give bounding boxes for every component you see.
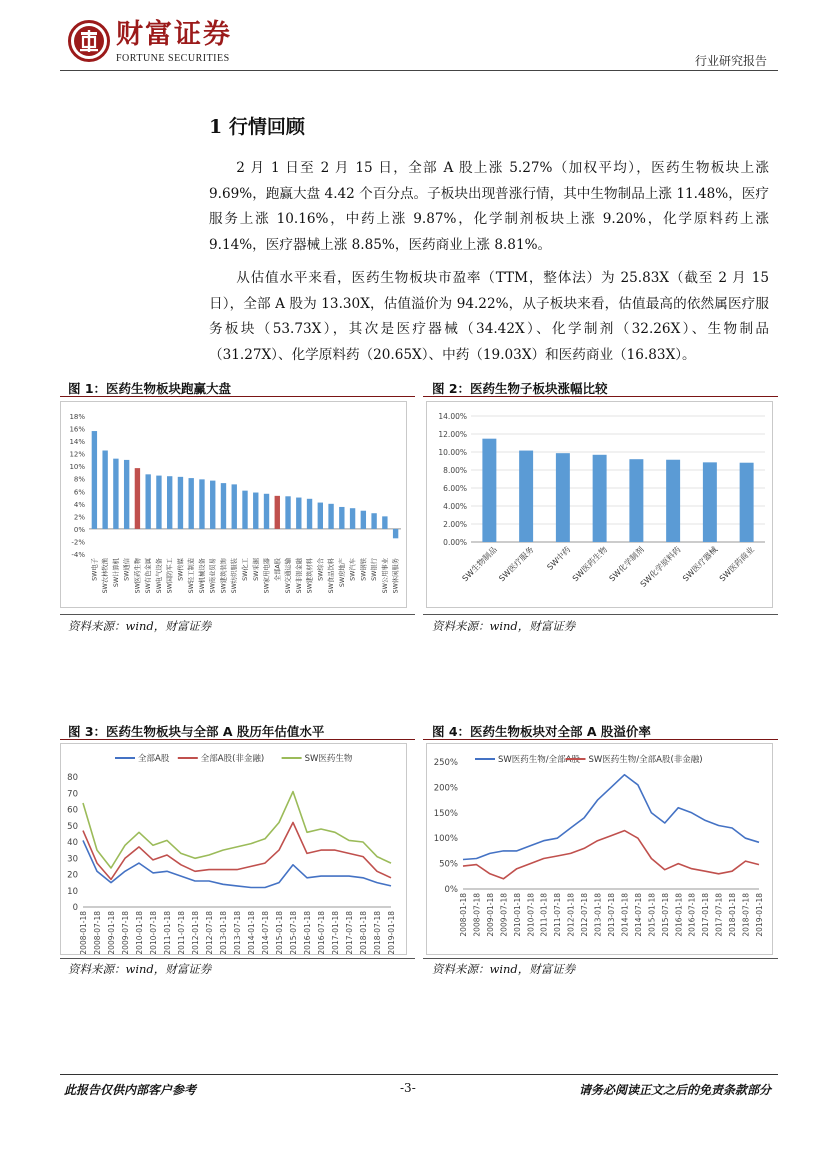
bar (102, 451, 107, 529)
x-tick-label: 2015-01-18 (647, 893, 657, 937)
x-category-label: SW汽车 (349, 558, 357, 581)
x-category-label: SW商业贸易 (209, 558, 217, 594)
bar (264, 494, 269, 529)
bar (156, 476, 161, 529)
bar (145, 474, 150, 529)
y-tick-label: 2.00% (443, 520, 467, 529)
x-tick-label: 2014-01-18 (247, 911, 256, 954)
x-tick-label: 2012-07-18 (580, 893, 590, 937)
x-tick-label: 2008-01-18 (459, 893, 468, 937)
y-tick-label: 80 (67, 773, 78, 783)
bar (318, 503, 323, 529)
y-tick-label: 70 (67, 789, 78, 800)
y-tick-label: 50% (439, 859, 458, 870)
legend-label: SW医药生物 (304, 754, 353, 764)
y-tick-label: 10 (67, 886, 78, 897)
bar (703, 462, 717, 542)
y-tick-label: 200% (433, 783, 458, 794)
x-tick-label: 2016-07-18 (687, 893, 697, 937)
figure-3-source-rule (60, 958, 415, 959)
figure-1-source: 资料来源：wind，财富证券 (68, 619, 212, 633)
page-number: -3- (400, 1081, 416, 1095)
figure-1-title-rule (60, 396, 415, 397)
body-paragraph: 2 月 1 日至 2 月 15 日，全部 A 股上涨 5.27%（加权平均），医药生物板块上涨 9.69%，跑赢大盘 4.42 个百分点。子板块出现普涨行情，其中生物制品上涨 11.48%，医疗服务上涨 10.16%，中药上涨 9.87%，化学制剂板块上涨 9.20%，化学原料药上涨 9.14%，医疗器械上涨 8.85%，医药商业上涨 8.81%。 (209, 160, 769, 253)
bar (296, 498, 301, 529)
x-tick-label: 2008-01-18 (79, 911, 88, 954)
x-tick-label: 2013-07-18 (233, 911, 242, 954)
x-category-label: SW医药生物 (570, 545, 610, 584)
y-tick-label: -2% (71, 538, 85, 547)
report-type-label: 行业研究报告 (694, 54, 767, 68)
bar (210, 481, 215, 529)
bar (113, 459, 118, 529)
figure-4-source: 资料来源：wind，财富证券 (432, 962, 576, 976)
x-category-label: SW休闲服务 (392, 558, 400, 594)
y-tick-label: 6% (73, 488, 85, 497)
x-category-label: SW有色金属 (145, 558, 153, 594)
x-tick-label: 2010-01-18 (135, 911, 144, 954)
x-category-label: SW房地产 (338, 558, 346, 588)
header-divider (60, 70, 778, 71)
bar (629, 459, 643, 542)
figure-4-source-rule (423, 958, 778, 959)
bar (92, 431, 97, 529)
y-tick-label: 12% (69, 450, 85, 459)
y-tick-label: 8.00% (443, 466, 467, 475)
x-tick-label: 2015-01-18 (275, 911, 284, 954)
bar (382, 516, 387, 529)
x-tick-label: 2017-07-18 (714, 893, 724, 937)
y-tick-label: 30 (67, 854, 78, 865)
y-tick-label: 14% (69, 438, 85, 447)
footer-disclaimer-right: 请务必阅读正文之后的免责条款部分 (578, 1083, 771, 1097)
footer-disclaimer-left: 此报告仅供内部客户参考 (64, 1083, 197, 1097)
x-category-label: SW食品饮料 (328, 558, 336, 594)
bar (221, 483, 226, 529)
x-tick-label: 2010-01-18 (512, 893, 522, 937)
bar (124, 460, 129, 529)
y-tick-label: 18% (69, 413, 85, 421)
y-tick-label: 16% (69, 425, 85, 434)
y-tick-label: 50 (67, 821, 78, 832)
series-line (463, 831, 759, 879)
bar (350, 508, 355, 529)
y-tick-label: 10% (69, 463, 85, 472)
x-tick-label: 2008-07-18 (472, 893, 482, 937)
y-tick-label: 40 (67, 838, 78, 848)
x-tick-label: 2013-07-18 (607, 893, 616, 937)
x-tick-label: 2015-07-18 (660, 893, 670, 937)
x-category-label: SW传媒 (177, 558, 185, 581)
figure-2-title: 图 2：医药生物子板块涨幅比较 (432, 381, 608, 396)
x-category-label: SW农林牧渔 (102, 558, 110, 594)
figure-2-chart (427, 402, 772, 607)
x-category-label: SW银行 (371, 558, 379, 581)
brand-name-cn: 财富证券 (116, 19, 232, 50)
brand-name-en: FORTUNE SECURITIES (116, 53, 230, 64)
x-category-label: SW电气设备 (155, 558, 163, 594)
x-category-label: SW化工 (242, 558, 249, 581)
bar (178, 477, 183, 529)
bar (482, 439, 496, 542)
x-category-label: SW医疗器械 (681, 545, 720, 584)
x-tick-label: 2011-01-18 (539, 893, 549, 937)
x-tick-label: 2018-01-18 (359, 911, 368, 954)
x-category-label: SW化学制剂 (607, 545, 646, 584)
y-tick-label: 250% (433, 758, 458, 768)
brand-logo-icon (68, 20, 110, 62)
y-tick-label: 150% (433, 808, 458, 819)
x-category-label: SW纺织服装 (231, 558, 239, 594)
figure-4-title: 图 4：医药生物板块对全部 A 股溢价率 (432, 724, 651, 739)
x-tick-label: 2009-07-18 (499, 893, 509, 937)
series-line (83, 792, 391, 868)
y-tick-label: 60 (67, 805, 78, 816)
x-tick-label: 2018-07-18 (373, 911, 382, 954)
bar (242, 491, 247, 529)
y-tick-label: 6.00% (443, 484, 467, 493)
x-tick-label: 2011-07-18 (553, 893, 563, 937)
legend-label: SW医药生物/全部A股(非金融) (588, 755, 703, 765)
bar (275, 496, 280, 529)
x-category-label: SW医疗服务 (497, 545, 536, 584)
x-tick-label: 2012-01-18 (191, 911, 200, 954)
x-category-label: SW中药 (545, 545, 573, 572)
footer-divider (60, 1074, 778, 1075)
series-line (463, 775, 759, 860)
bar (199, 479, 204, 529)
body-paragraph: 从估值水平来看，医药生物板块市盈率（TTM，整体法）为 25.83X（截至 2 月 15 日），全部 A 股为 13.30X，估值溢价为 94.22%，从子板块来看，估值最高的依然属医疗服务板块（53.73X），其次是医疗器械（34.42X）、化学制剂（32.26X）、生物制品（31.27X）、化学原料药（20.65X）、中药（19.03X）和医药商业（16.83X）。 (209, 270, 769, 363)
bar (189, 478, 194, 529)
x-tick-label: 2018-01-18 (728, 893, 738, 937)
x-category-label: SW轻工制造 (188, 558, 196, 594)
bar (285, 496, 290, 529)
x-category-label: SW综合 (317, 558, 325, 581)
x-tick-label: 2019-01-18 (387, 911, 396, 954)
x-category-label: SW化学原料药 (638, 545, 683, 589)
figure-3-chart-frame (60, 743, 407, 955)
x-tick-label: 2014-01-18 (620, 893, 630, 937)
x-tick-label: 2012-07-18 (205, 911, 214, 954)
bar (307, 499, 312, 529)
x-category-label: SW公用事业 (381, 558, 389, 594)
bar (361, 511, 366, 529)
figure-4-title-rule (423, 739, 778, 740)
x-category-label: SW非银金融 (295, 558, 303, 594)
x-tick-label: 2018-07-18 (741, 893, 751, 937)
legend-label: 全部A股(非金融) (200, 754, 265, 764)
x-tick-label: 2014-07-18 (633, 893, 643, 937)
x-tick-label: 2013-01-18 (593, 893, 603, 937)
bar (393, 529, 398, 538)
series-line (83, 823, 391, 880)
figure-1-title: 图 1：医药生物板块跑赢大盘 (68, 381, 232, 396)
y-tick-label: 0% (444, 885, 458, 895)
x-category-label: SW采掘 (252, 558, 260, 581)
x-tick-label: 2017-01-18 (331, 911, 340, 954)
x-category-label: SW机械设备 (198, 558, 206, 594)
section-title: 1 行情回顾 (209, 116, 305, 138)
x-tick-label: 2016-01-18 (303, 911, 312, 954)
figure-1-source-rule (60, 614, 415, 615)
y-tick-label: 0 (72, 903, 78, 913)
x-tick-label: 2014-07-18 (261, 911, 270, 954)
x-tick-label: 2019-01-18 (755, 893, 764, 937)
figure-1-chart-frame (60, 401, 407, 608)
figure-2-source: 资料来源：wind，财富证券 (432, 619, 576, 633)
x-category-label: SW国防军工 (166, 558, 174, 594)
bar (666, 460, 680, 542)
figure-2-title-rule (423, 396, 778, 397)
bar (740, 463, 754, 542)
x-category-label: SW医药商业 (717, 545, 757, 584)
bar (135, 468, 140, 529)
x-tick-label: 2017-07-18 (345, 911, 354, 954)
y-tick-label: 100% (433, 834, 458, 845)
x-tick-label: 2010-07-18 (526, 893, 536, 937)
x-category-label: SW计算机 (112, 558, 120, 588)
y-tick-label: 20 (67, 870, 78, 881)
x-category-label: SW通信 (123, 558, 131, 581)
legend-label: SW医药生物/全部A股 (498, 755, 580, 765)
y-tick-label: 2% (73, 513, 85, 522)
x-category-label: SW家用电器 (263, 558, 271, 594)
x-category-label: SW交通运输 (285, 558, 293, 594)
bar (328, 504, 333, 529)
x-tick-label: 2009-01-18 (485, 893, 495, 937)
y-tick-label: 0% (73, 525, 85, 534)
x-category-label: SW电子 (91, 558, 99, 581)
x-tick-label: 2008-07-18 (93, 911, 102, 954)
y-tick-label: 10.00% (438, 448, 467, 457)
x-tick-label: 2009-01-18 (107, 911, 116, 954)
y-tick-label: 14.00% (438, 412, 467, 421)
figure-4-chart-frame (426, 743, 773, 955)
bar (167, 476, 172, 529)
x-tick-label: 2009-07-18 (121, 911, 130, 954)
x-category-label: SW建筑材料 (306, 558, 314, 594)
x-tick-label: 2015-07-18 (289, 911, 298, 954)
x-tick-label: 2011-01-18 (163, 911, 172, 954)
x-tick-label: 2011-07-18 (177, 911, 186, 954)
x-category-label: SW生物制品 (460, 545, 499, 584)
bar (371, 513, 376, 529)
bar (339, 507, 344, 529)
x-category-label: 全部A股 (274, 558, 282, 582)
y-tick-label: 0.00% (443, 538, 467, 547)
figure-1-chart (61, 402, 406, 607)
x-category-label: SW医药生物 (134, 558, 142, 594)
y-tick-label: 4% (73, 500, 85, 509)
figure-2-chart-frame (426, 401, 773, 608)
figure-3-chart (61, 744, 406, 954)
x-tick-label: 2013-01-18 (219, 911, 228, 954)
figure-2-source-rule (423, 614, 778, 615)
bar (556, 453, 570, 542)
x-category-label: SW建筑装饰 (220, 558, 228, 594)
y-tick-label: 8% (73, 475, 85, 484)
y-tick-label: 12.00% (438, 430, 467, 439)
bar (593, 455, 607, 542)
figure-4-chart (427, 744, 772, 954)
x-tick-label: 2010-07-18 (149, 911, 158, 954)
bar (232, 484, 237, 529)
y-tick-label: 4.00% (443, 502, 467, 511)
x-tick-label: 2012-01-18 (566, 893, 576, 937)
figure-3-source: 资料来源：wind，财富证券 (68, 962, 212, 976)
bar (519, 451, 533, 542)
bar (253, 493, 258, 529)
x-tick-label: 2017-01-18 (701, 893, 711, 937)
figure-3-title: 图 3：医药生物板块与全部 A 股历年估值水平 (68, 724, 325, 739)
x-tick-label: 2016-07-18 (317, 911, 326, 954)
legend-label: 全部A股 (138, 754, 170, 764)
x-category-label: SW钢铁 (360, 558, 368, 581)
x-tick-label: 2016-01-18 (674, 893, 684, 937)
y-tick-label: -4% (71, 551, 85, 559)
figure-3-title-rule (60, 739, 415, 740)
